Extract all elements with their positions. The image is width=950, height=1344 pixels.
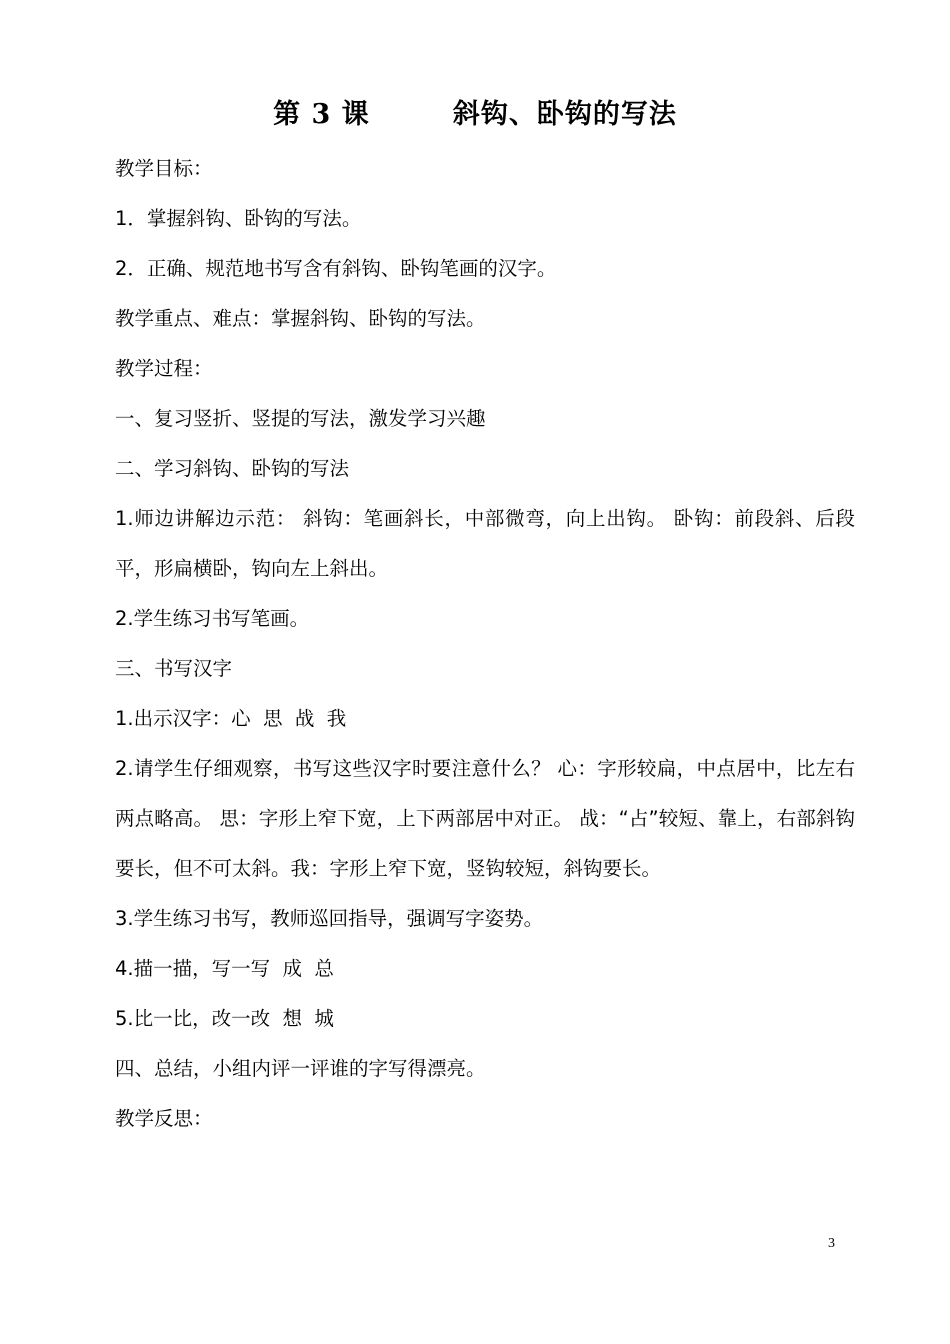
heading-teaching-process: 教学过程： [115,357,213,380]
section-4-heading: 四、总结，小组内评一评谁的字写得漂亮。 [115,1057,486,1080]
heading-teaching-reflection: 教学反思： [115,1107,213,1130]
page-number: 3 [828,1236,835,1251]
section-3-step-3: 3.学生练习书写，教师巡回指导，强调写字姿势。 [115,907,544,930]
section-2-step-1: 1.师边讲解边示范： 斜钩：笔画斜长，中部微弯，向上出钩。 卧钩：前段斜、后段平，形扁横卧，钩向左上斜出。 [115,507,855,580]
goal-item-1: 1．掌握斜钩、卧钩的写法。 [115,207,362,230]
heading-teaching-goals: 教学目标： [115,157,213,180]
key-points: 教学重点、难点：掌握斜钩、卧钩的写法。 [115,307,486,330]
section-2-heading: 二、学习斜钩、卧钩的写法 [115,457,350,480]
lesson-title: 第 3 课 斜钩、卧钩的写法 [273,99,677,130]
section-3-step-1: 1.出示汉字：心 思 战 我 [115,707,347,730]
section-3-step-2: 2.请学生仔细观察，书写这些汉字时要注意什么？ 心：字形较扁，中点居中，比左右两点略高。 思：字形上窄下宽，上下两部居中对正。 战：“占”较短、靠上，右部斜钩要长，但不可太斜。我：字形上窄下宽，竖钩较短，斜钩要长。 [115,757,855,880]
section-1-heading: 一、复习竖折、竖提的写法，激发学习兴趣 [115,407,486,430]
lesson-body [115,152,855,1152]
section-3-step-5: 5.比一比，改一改 想 城 [115,1007,334,1030]
goal-item-2: 2．正确、规范地书写含有斜钩、卧钩笔画的汉字。 [115,257,557,280]
section-3-step-4: 4.描一描，写一写 成 总 [115,957,334,980]
section-2-step-2: 2.学生练习书写笔画。 [115,607,310,630]
section-3-heading: 三、书写汉字 [115,657,233,680]
